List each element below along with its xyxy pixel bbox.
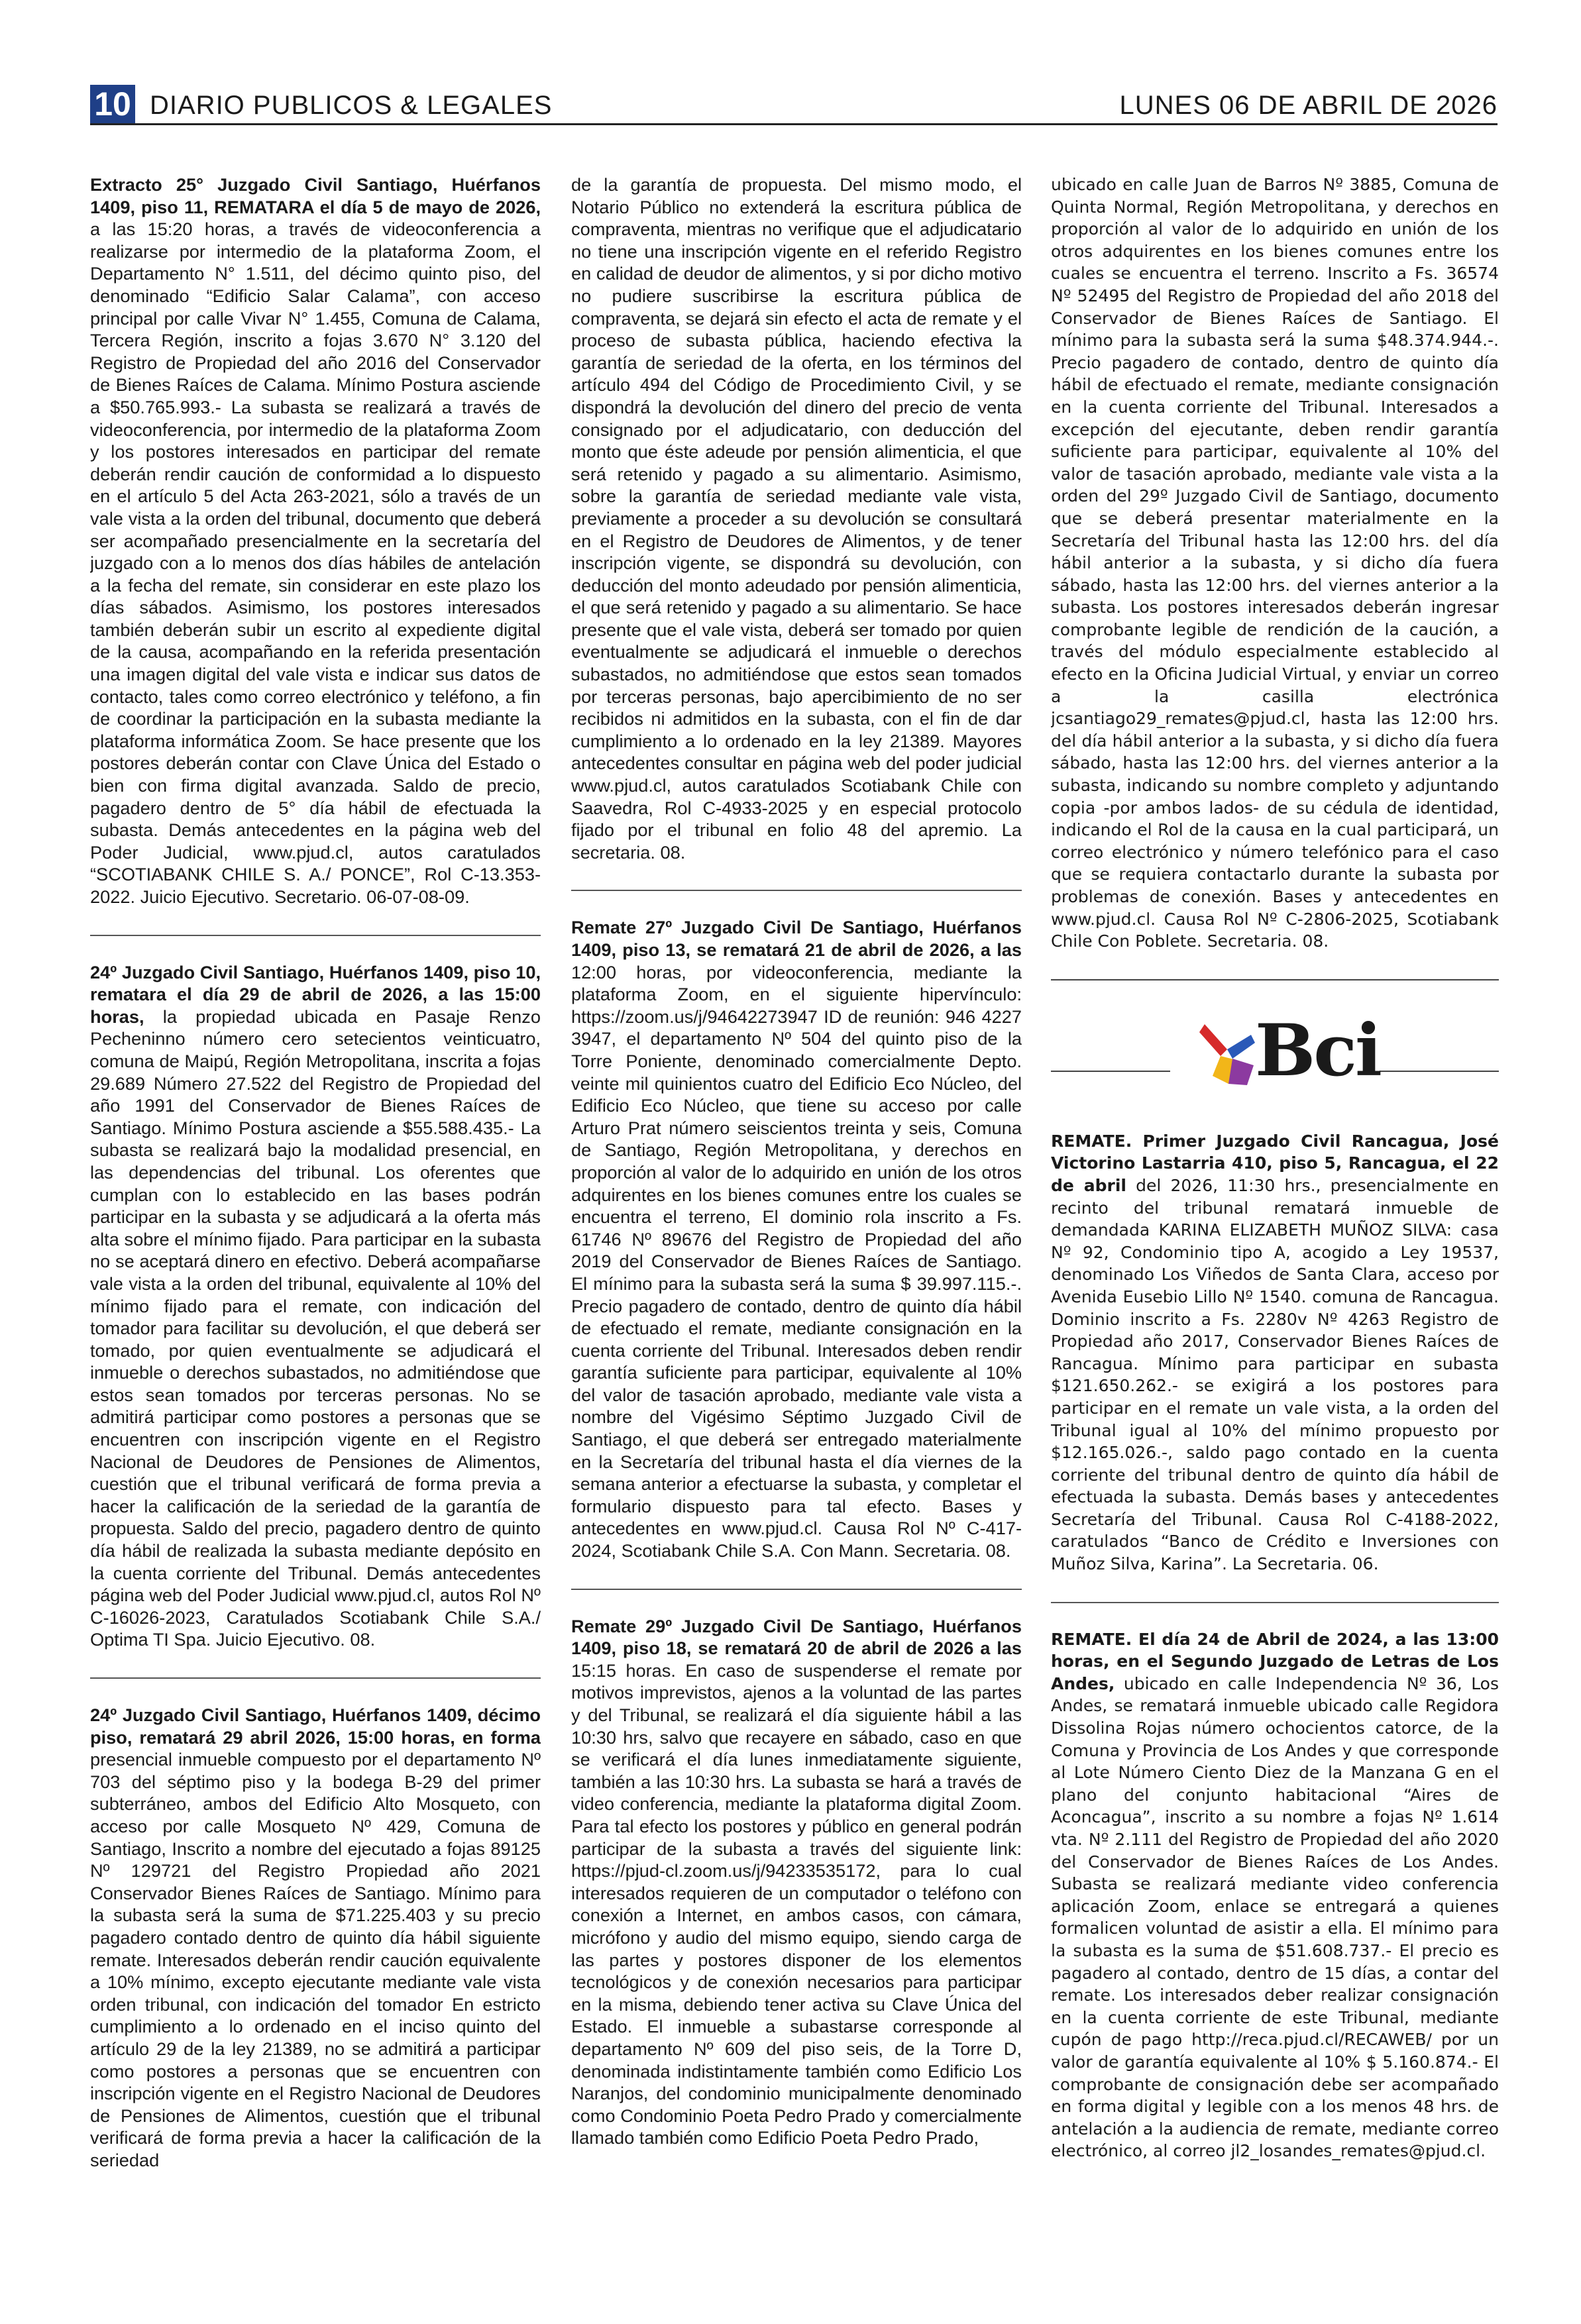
publication-title: DIARIO PUBLICOS & LEGALES — [150, 91, 553, 120]
notice-separator — [1051, 1602, 1499, 1603]
notice-body: la propiedad ubicada en Pasaje Renzo Pecheninno número cero setecientos veinticuatro, comuna de Maipú, Región Metropolitana, inscrita a fojas 29.689 Número 27.522 del Registro de Propiedad del año 1991 del Conservador de Bienes Raíces de Santiago. Mínimo Postura asciende a $55.588.435.- La subasta se realizará bajo la modalidad presencial, en las dependencias del tribunal. Los oferentes que cumplan con lo establecido en las bases podrán participar en la subasta y se adjudicará a la oferta más alta sobre el mínimo fijado. Para participar en la subasta no se aceptará dinero en efectivo. Deberá acompañarse vale vista a la orden del tribunal, equivalente al 10% del mínimo fijado para el remate, con indicación del tomador para facilitar su devolución, el que deberá ser tomado, por quien eventualmente se adjudicará el inmueble o derechos subastados, no admitiéndose que estos sean tomados por terceras personas. No se admitirá participar como postores a personas que se encuentren con inscripción vigente en el Registro Nacional de Deudores de Pensiones de Alimentos, cuestión que el tribunal verificará de forma previa a hacer la calificación de la seriedad de la garantía de propuesta. Saldo del precio, pagadero dentro de quinto día hábil de realizada la subasta mediante depósito en la cuenta corriente del Tribunal. Demás antecedentes página web del Poder Judicial www.pjud.cl, autos Rol Nº C-16026-2023, Caratulados Scotiabank Chile S.A./ Optima TI Spa. Juicio Ejecutivo. 08. — [90, 1006, 541, 1650]
notice-separator — [90, 1677, 541, 1679]
divider-line — [1051, 979, 1499, 980]
page-number: 10 — [90, 85, 135, 123]
notice-heading: REMATE. El día 24 de Abril de 2024, a las 13:00 horas, en el Segundo Juzgado de Letras de Los Andes, — [1051, 1629, 1499, 1693]
notice-body: 12:00 horas, por videoconferencia, mediante la plataforma Zoom, en el siguiente hipervínculo: https://zoom.us/j/94642273947 ID de reunión: 946 4227 3947, el departamento Nº 504 del quinto piso de la Torre Poniente, denominado comercialmente Depto. veinte mil quinientos cuatro del Edificio Eco Núcleo, del Edificio Eco Núcleo, que tiene su acceso por calle Arturo Prat número seiscientos treinta y seis, Comuna de Santiago, Región Metropolitana, y derechos en proporción al valor de lo adquirido en unión de los otros adquirentes en los bienes comunes entre los cuales se encuentra el terreno, El dominio rola inscrito a Fs. 61746 Nº 89676 del Registro de Propiedad del año 2019 del Conservador de Bienes Raíces de Santiago. El mínimo para la subasta será la suma $ 39.997.115.-. Precio pagadero de contado, dentro de quinto día hábil de efectuado el remate, mediante consignación en la cuenta corriente del Tribunal. Interesados deben rendir garantía suficiente para participar, equivalente al 10% del valor de tasación aprobado, mediante vale vista a nombre del Vigésimo Séptimo Juzgado Civil de Santiago, el que deberá ser entregado materialmente en la Secretaría del tribunal hasta el día viernes de la semana anterior a efectuarse la subasta, y completar el formulario dispuesto para tal efecto. Bases y antecedentes en www.pjud.cl. Causa Rol Nº C-417-2024, Scotiabank Chile S.A. Con Mann. Secretaria. 08. — [571, 961, 1022, 1561]
notice-body: presencial inmueble compuesto por el departamento Nº 703 del séptimo piso y la bodega B-29 del primer subterráneo, ambos del Edificio Alto Mosqueto, con acceso por calle Mosqueto Nº 429, Comuna de Santiago, Inscrito a nombre del ejecutado a fojas 89125 Nº 129721 del Registro Propiedad año 2021 Conservador Bienes Raíces de Santiago. Mínimo para la subasta será la suma de $71.225.403 y su precio pagadero contado dentro de quinto día hábil siguiente remate. Interesados deberán rendir caución equivalente a 10% mínimo, excepto ejecutante mediante vale vista orden tribunal, con indicación del tomador En estricto cumplimiento a lo ordenado en el inciso quinto del artículo 29 de la ley 21389, no se admitirá a participar como postores a personas que se encuentren con inscripción vigente en el Registro Nacional de Deudores de Pensiones de Alimentos, cuestión que el tribunal verificará de forma previa a hacer la calificación de la seriedad — [90, 1749, 541, 2170]
notice-rancagua-remate — [1051, 1130, 1499, 1575]
notice-24-juzgado-alto-mosqueto — [90, 1704, 541, 2171]
column-2 — [571, 174, 1022, 2294]
notice-24-juzgado-maipu — [90, 961, 541, 1651]
notice-body: ubicado en calle Juan de Barros Nº 3885, Comuna de Quinta Normal, Región Metropolitana, y derechos en proporción al valor de lo adquirido en unión de los otros adquirentes en los bienes comunes entre los cuales se encuentra el terreno. Inscrito a Fs. 36574 Nº 52495 del Registro de Propiedad del año 2018 del Conservador de Bienes Raíces de Santiago. El mínimo para la subasta será la suma $48.374.944.-. Precio pagadero de contado, dentro de quinto día hábil de efectuado el remate, mediante consignación en la cuenta corriente del Tribunal. Interesados a excepción del ejecutante, deben rendir garantía suficiente para participar, equivalente al 10% del valor de tasación aprobado, mediante vale vista a la orden del 29º Juzgado Civil de Santiago, documento que se deberá presentar materialmente en la Secretaría del Tribunal hasta las 12:00 hrs. del día hábil anterior a la subasta, y si dicho día fuera sábado, hasta las 12:00 hrs. del viernes anterior a la subasta. Los postores interesados deberán ingresar comprobante legible de rendición de la caución, a través del módulo especialmente establecido al efecto en la Oficina Judicial Virtual, y enviar un correo a la casilla electrónica jcsantiago29_remates@pjud.cl, hasta las 12:00 hrs. del día hábil anterior a la subasta, y si dicho día fuera sábado, hasta las 12:00 hrs. del viernes anterior a la subasta, indicando su nombre completo y adjuntando copia -por ambos lados- de su cédula de identidad, indicando el Rol de la causa en la cual participará, un correo electrónico y número telefónico para el caso que se requiera contactarlo durante la subasta por problemas de conexión. Bases y antecedentes en www.pjud.cl. Causa Rol Nº C-2806-2025, Scotiabank Chile Con Poblete. Secretaria. 08. — [1051, 175, 1499, 951]
notice-29-juzgado-pedro-prado — [571, 1615, 1022, 2149]
notice-separator — [571, 1589, 1022, 1590]
column-3 — [1051, 174, 1499, 2294]
notice-body: ubicado en calle Independencia Nº 36, Los Andes, se rematará inmueble ubicado calle Regidora Dissolina Rojas número ochocientos catorce, de la Comuna y Provincia de Los Andes y que corresponde al Lote Número Ciento Diez de la Manzana G en el plano del conjunto habitacional “Aires de Aconcagua”, inscrito a su nombre a fojas Nº 1.614 vta. Nº 2.111 del Registro de Propiedad del año 2020 del Conservador de Bienes Raíces de Los Andes. Subasta se realizará mediante video conferencia aplicación Zoom, enlace se entregará a quienes formalicen voluntad de asistir a ella. El mínimo para la subasta es la suma de $51.608.737.- El precio es pagadero al contado, dentro de 15 días, a contar del remate. Los interesados deber realizar consignación en la cuenta corriente de este Tribunal, mediante cupón de pago http://reca.pjud.cl/RECAWEB/ por un valor de garantía equivalente al 10% $ 5.160.874.- El comprobante de consignación debe ser acompañado en forma digital y legible con a los menos 48 hrs. de antelación a la audiencia de remate, mediante correo electrónico, al correo jl2_losandes_remates@pjud.cl. — [1051, 1673, 1499, 2161]
bci-logo — [1198, 1008, 1381, 1092]
divider-line — [1051, 1071, 1170, 1072]
column-1 — [90, 174, 541, 2294]
notice-separator — [90, 935, 541, 936]
notice-heading: 24º Juzgado Civil Santiago, Huérfanos 1409, décimo piso, rematará 29 abril 2026, 15:00 horas, en forma — [90, 1705, 541, 1748]
page-header — [90, 85, 1498, 125]
notice-separator — [571, 890, 1022, 891]
notice-body: del 2026, 11:30 hrs., presencialmente en recinto del tribunal rematará inmueble de demandada KARINA ELIZABETH MUÑOZ SILVA: casa Nº 92, Condominio tipo A, acogido a Ley 19537, denominado Los Viñedos de Santa Clara, acceso por Avenida Eusebio Lillo Nº 1540. comuna de Rancagua. Dominio inscrito a Fs. 2280v Nº 4263 Registro de Propiedad año 2017, Conservador Bienes Raíces de Rancagua. Mínimo para participar en subasta $121.650.262.- se exigirá a los postores para participar en el remate un vale vista, a la orden del Tribunal igual al 10% del mínimo propuesto por $12.165.026.-, saldo pago contado en la cuenta corriente del tribunal dentro de quinto día hábil de efectuada la subasta. Demás bases y antecedentes Secretaría del Tribunal. Causa Rol C-4188-2022, caratulados “Banco de Crédito e Inversiones con Muñoz Silva, Karina”. La Secretaria. 06. — [1051, 1175, 1499, 1574]
notice-heading: 24º Juzgado Civil Santiago, Huérfanos 1409, piso 10, rematara el día 29 de abril de 2026, a las 15:00 horas, — [90, 961, 541, 1027]
notice-heading: Remate 29º Juzgado Civil De Santiago, Huérfanos 1409, piso 18, se rematará 20 de abril de 2026 a las — [571, 1615, 1022, 1659]
notice-body: a las 15:20 horas, a través de videoconferencia a realizarse por intermedio de la plataforma Zoom, el Departamento N° 1.511, del décimo quinto piso, del denominado “Edificio Salar Calama”, con acceso principal por calle Vivar N° 1.455, Comuna de Calama, Tercera Región, inscrito a fojas 3.670 N° 3.120 del Registro de Propiedad del año 2016 del Conservador de Bienes Raíces de Calama. Mínimo Postura asciende a $50.765.993.- La subasta se realizará a través de videoconferencia, por intermedio de la plataforma Zoom y los postores interesados en participar del remate deberán rendir caución de conformidad a lo dispuesto en el artículo 5 del Acta 263-2021, sólo a través de un vale vista a la orden del tribunal, documento que deberá ser acompañado presencialmente en la secretaría del juzgado con a lo menos dos días hábiles de antelación a la fecha del remate, sin considerar en este plazo los días sábados. Asimismo, los postores interesados también deberán subir un escrito al expediente digital de la causa, acompañando en la referida presentación una imagen digital del vale vista e indicar sus datos de contacto, tales como correo electrónico y teléfono, a fin de coordinar la participación en la subasta mediante la plataforma informática Zoom. Se hace presente que los postores deberán contar con Clave Única del Estado o bien con firma digital avanzada. Saldo de precio, pagadero dentro de 5° día hábil de efectuada la subasta. Demás antecedentes en la página web del Poder Judicial, www.pjud.cl, autos caratulados “SCOTIABANK CHILE S. A./ PONCE”, Rol C-13.353-2022. Juicio Ejecutivo. Secretario. 06-07-08-09. — [90, 219, 541, 907]
bci-logo-mark-icon — [1198, 1019, 1258, 1092]
notice-los-andes-remate — [1051, 1628, 1499, 2162]
notice-heading: Extracto 25° Juzgado Civil Santiago, Huérfanos 1409, piso 11, REMATARA el día 5 de mayo de 2026, — [90, 174, 541, 217]
notice-body: de la garantía de propuesta. Del mismo modo, el Notario Público no extenderá la escritura pública de compraventa, mientras no verifique que el adjudicatario no tiene una inscripción vigente en el referido Registro en calidad de deudor de alimentos, y si por dicho motivo no pudiere suscribirse la escritura pública de compraventa, se dejará sin efecto el acta de remate y el proceso de subasta pública, haciendo efectiva la garantía de seriedad de la oferta, en los términos del artículo 494 del Código de Procedimiento Civil, y se dispondrá la devolución del dinero del precio de venta consignado por el adjudicatario, con deducción del monto que éste adeude por pensión alimenticia, el que será retenido y pagado a su alimentario. Asimismo, sobre la garantía de seriedad mediante vale vista, previamente a proceder a su devolución se consultará en el Registro de Deudores de Alimentos, y de tener inscripción vigente, se dispondrá su devolución, con deducción del monto adeudado por pensión alimenticia, el que será retenido y pagado a su alimentario. Se hace presente que el vale vista, deberá ser tomado por quien eventualmente se adjudicará el inmueble o derechos subastados, no admitiéndose que estos sean tomados por terceras personas, bajo apercibimiento de no ser recibidos ni admitidos en la subasta, con el fin de dar cumplimiento a lo ordenado en la ley 21389. Mayores antecedentes consultar en página web del poder judicial www.pjud.cl, autos caratulados Scotiabank Chile con Saavedra, Rol C-4933-2025 y en especial protocolo fijado por el tribunal en folio 48 del apremio. La secretaria. 08. — [571, 174, 1022, 863]
notice-heading: Remate 27º Juzgado Civil De Santiago, Huérfanos 1409, piso 13, se rematará 21 de abril de 2026, a las — [571, 917, 1022, 960]
notice-heading: REMATE. Primer Juzgado Civil Rancagua, José Victorino Lastarria 410, piso 5, Rancagua, el 22 de abril — [1051, 1131, 1499, 1195]
notice-continuation — [1051, 174, 1499, 953]
publication-date: LUNES 06 DE ABRIL DE 2026 — [1119, 91, 1498, 120]
bci-logo-wordmark: Bci — [1255, 1008, 1381, 1092]
divider-line — [1380, 1071, 1499, 1072]
notice-25-juzgado-calama — [90, 174, 541, 908]
notice-body: 15:15 horas. En caso de suspenderse el remate por motivos imprevistos, ajenos a la voluntad de las partes y del Tribunal, se realizará el día siguiente hábil a las 10:30 hrs, salvo que recayere en sábado, caso en que se verificará el día lunes inmediatamente siguiente, también a las 10:30 hrs. La subasta se hará a través de video conferencia, mediante la plataforma digital Zoom. Para tal efecto los postores y público en general podrán participar de la subasta a través del siguiente link: https://pjud-cl.zoom.us/j/94233535172, para lo cual interesados requieren de un computador o teléfono con conexión a Internet, en ambos casos, con cámara, micrófono y audio del mismo equipo, siendo carga de las partes y postores disponer de los elementos tecnológicos y de conexión necesarios para participar en la misma, debiendo tener activa su Clave Única del Estado. El inmueble a subastarse corresponde al departamento Nº 609 del piso seis, de la Torre D, denominada indistintamente también como Edificio Los Naranjos, del condominio municipalmente denominado como Condominio Poeta Pedro Prado y comercialmente llamado también como Edificio Poeta Pedro Prado, — [571, 1660, 1022, 2148]
notice-27-juzgado-eco-nucleo — [571, 916, 1022, 1561]
bci-advertiser-block — [1051, 979, 1499, 1112]
notice-continuation — [571, 174, 1022, 863]
